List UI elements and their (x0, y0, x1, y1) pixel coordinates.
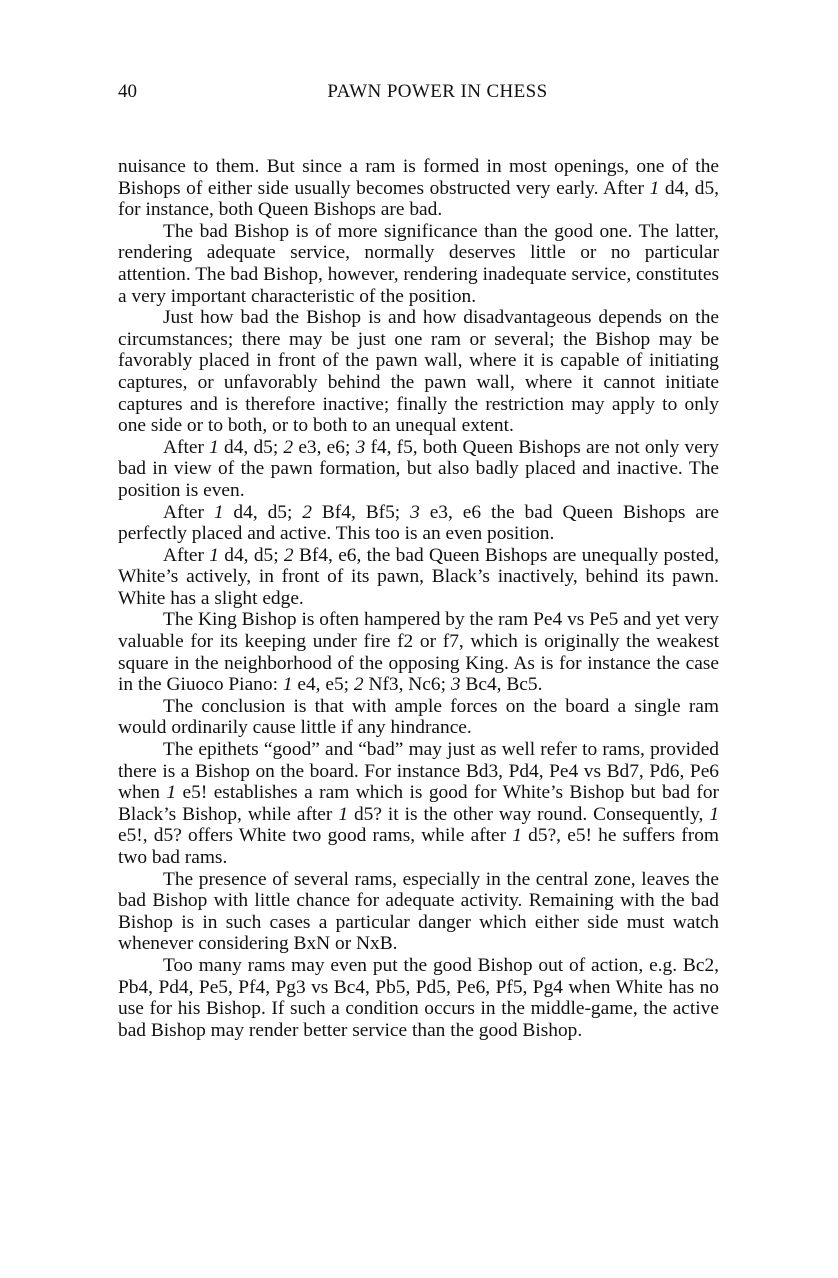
paragraph: Too many rams may even put the good Bishop out of action, e.g. Bc2, Pb4, Pd4, Pe5, Pf4, Pg3 vs Bc4, Pb5, Pd5, Pe6, Pf5, Pg4 when White has no use for his Bishop. If such a condition occurs in the middle-game, the active bad Bishop may render better service than the good Bishop. (118, 954, 719, 1041)
paragraph: Just how bad the Bishop is and how disadvantageous depends on the circumstances; there may be just one ram or several; the Bishop may be favorably placed in front of the pawn wall, where it is capable of initiating captures, or unfavorably behind the pawn wall, where it cannot initiate captures and is therefore inactive; finally the restriction may apply to only one side or to both, or to both to an unequal extent. (118, 307, 719, 437)
paragraph: The conclusion is that with ample forces on the board a single ram would ordinarily cause little if any hindrance. (118, 695, 719, 739)
paragraph: After 1 d4, d5; 2 e3, e6; 3 f4, f5, both Queen Bishops are not only very bad in view of the pawn formation, but also badly placed and inactive. The position is even. (118, 436, 719, 501)
body-text (118, 156, 719, 1041)
paragraph: The epithets “good” and “bad” may just as well refer to rams, provided there is a Bishop on the board. For instance Bd3, Pd4, Pe4 vs Bd7, Pd6, Pe6 when 1 e5! establishes a ram which is good for White’s Bishop but bad for Black’s Bishop, while after 1 d5? it is the other way round. Consequently, 1 e5!, d5? offers White two good rams, while after 1 d5?, e5! he suffers from two bad rams. (118, 739, 720, 868)
paragraph: After 1 d4, d5; 2 Bf4, Bf5; 3 e3, e6 the bad Queen Bishops are perfectly placed and active. This too is an even position. (118, 501, 720, 545)
page-number: 40 (118, 81, 137, 102)
running-title: PAWN POWER IN CHESS (327, 81, 548, 102)
paragraph: The presence of several rams, especially in the central zone, leaves the bad Bishop with little chance for adequate activity. Remaining with the bad Bishop is in such cases a particular danger which either side must watch whenever considering BxN or NxB. (118, 868, 719, 955)
paragraph: After 1 d4, d5; 2 Bf4, e6, the bad Queen Bishops are unequally posted, White’s actively, in front of its pawn, Black’s inactively, behind its pawn. White has a slight edge. (118, 544, 719, 609)
paragraph: nuisance to them. But since a ram is formed in most openings, one of the Bishops of either side usually becomes obstructed very early. After 1 d4, d5, for instance, both Queen Bishops are bad. (118, 156, 720, 221)
paragraph: The King Bishop is often hampered by the ram Pe4 vs Pe5 and yet very valuable for its keeping under fire f2 or f7, which is originally the weakest square in the neighborhood of the opposing King. As is for instance the case in the Giuoco Piano: 1 e4, e5; 2 Nf3, Nc6; 3 Bc4, Bc5. (118, 609, 719, 696)
paragraph: The bad Bishop is of more significance than the good one. The latter, rendering adequate service, normally deserves little or no particular attention. The bad Bishop, however, rendering inadequate service, constitutes a very important characteristic of the position. (118, 220, 719, 307)
